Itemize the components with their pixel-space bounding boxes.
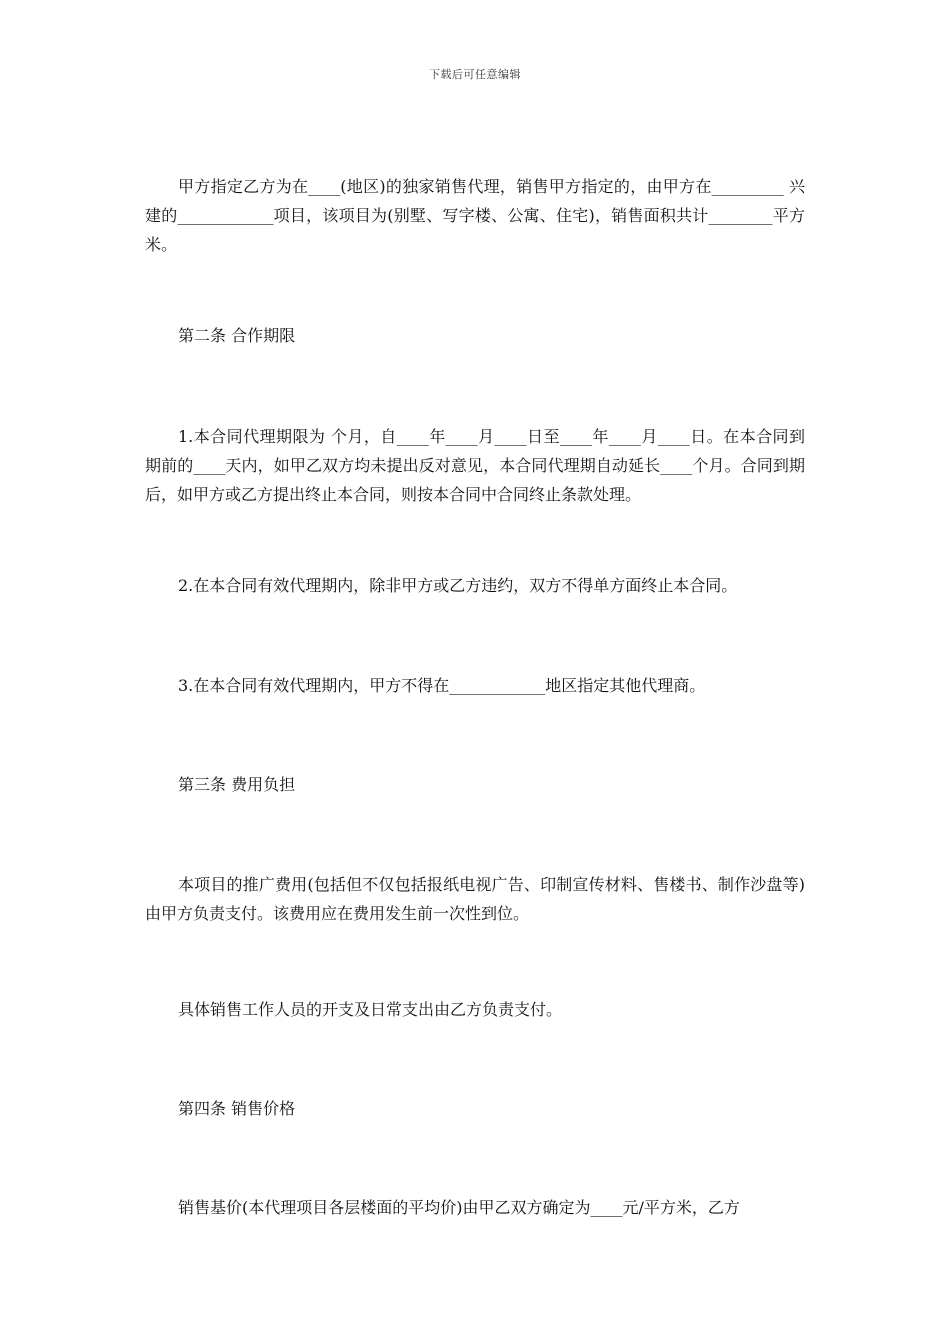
paragraph-intro: 甲方指定乙方为在____(地区)的独家销售代理，销售甲方指定的，由甲方在_________ 兴建的____________项目，该项目为(别墅、写字楼、公寓、住宅)，销售面积共计________平方米。 xyxy=(145,177,805,254)
heading-article-4: 第四条 销售价格 xyxy=(178,1099,296,1118)
heading-article-2: 第二条 合作期限 xyxy=(178,326,296,345)
paragraph-cost-2: 具体销售工作人员的开支及日常支出由乙方负责支付。 xyxy=(178,1000,563,1019)
paragraph-term-3: 3.在本合同有效代理期内，甲方不得在____________地区指定其他代理商。 xyxy=(178,676,706,695)
heading-article-3: 第三条 费用负担 xyxy=(178,775,296,794)
paragraph-term-1: 1.本合同代理期限为 个月，自____年____月____日至____年____月____日。在本合同到期前的____天内，如甲乙双方均未提出反对意见，本合同代理期自动延长____个月。合同到期后，如甲方或乙方提出终止本合同，则按本合同中合同终止条款处理。 xyxy=(145,427,805,504)
paragraph-price: 销售基价(本代理项目各层楼面的平均价)由甲乙双方确定为____元/平方米，乙方 xyxy=(178,1198,740,1217)
page-header-note: 下载后可任意编辑 xyxy=(429,68,521,81)
paragraph-cost-1: 本项目的推广费用(包括但不仅包括报纸电视广告、印制宣传材料、售楼书、制作沙盘等)由甲方负责支付。该费用应在费用发生前一次性到位。 xyxy=(145,875,805,923)
paragraph-term-2: 2.在本合同有效代理期内，除非甲方或乙方违约，双方不得单方面终止本合同。 xyxy=(178,576,738,595)
